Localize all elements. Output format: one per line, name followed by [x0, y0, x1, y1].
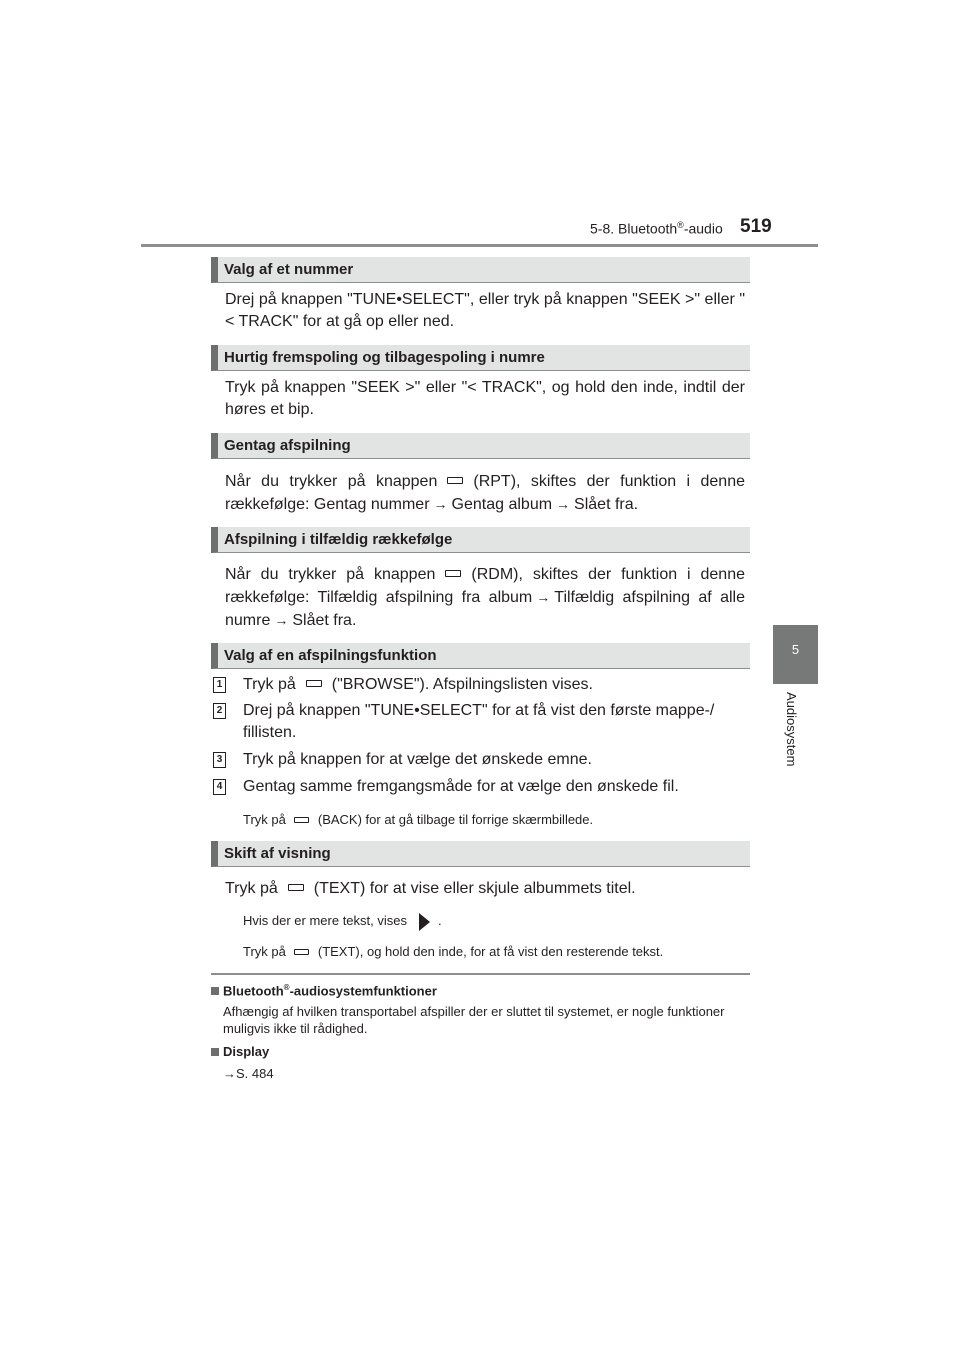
- step-number: 2: [213, 703, 226, 719]
- note-heading-text: Bluetooth: [223, 983, 284, 999]
- section-heading-text: Valg af en afspilningsfunktion: [224, 647, 437, 664]
- note-text: Tryk på: [243, 812, 286, 827]
- header-divider: [141, 244, 818, 247]
- hold-text-note: [243, 943, 663, 961]
- button-icon: [306, 680, 322, 687]
- step-number: 3: [213, 752, 226, 768]
- section-heading-text: Afspilning i tilfældig rækkefølge: [224, 531, 453, 548]
- note-heading-text: Display: [223, 1044, 270, 1059]
- section-heading-display-switch: [211, 841, 750, 867]
- note-text: .: [438, 913, 442, 928]
- body-text: Når du trykker på knappen: [225, 473, 438, 490]
- body-text: Slået fra.: [292, 612, 357, 629]
- arrow-right-icon: →: [536, 589, 551, 605]
- button-icon: [294, 817, 309, 823]
- section-body-display-switch: [225, 878, 745, 900]
- button-icon: [445, 570, 461, 577]
- note-text-display: [223, 1065, 748, 1082]
- chapter-label: Audiosystem: [784, 692, 799, 767]
- back-note: [243, 811, 593, 829]
- section-heading-select-track: [211, 257, 750, 283]
- step-number: 4: [213, 779, 226, 795]
- body-text: Gentag album: [451, 496, 553, 513]
- page-reference: S. 484: [236, 1066, 274, 1081]
- section-heading-text: Gentag afspilning: [224, 437, 351, 454]
- button-icon: [288, 884, 304, 891]
- note-text: Hvis der er mere tekst, vises: [243, 913, 407, 928]
- section-body-shuffle: [225, 564, 745, 632]
- note-text: Tryk på: [243, 944, 286, 959]
- body-text: (TEXT) for at vise eller skjule albummets titel.: [313, 880, 636, 897]
- registered-mark: ®: [283, 983, 290, 992]
- note-text-bluetooth: Afhængig af hvilken transportabel afspiller der er sluttet til systemet, er nogle funktioner muligvis ikke til rådighed.: [223, 1004, 725, 1036]
- body-text: Tryk på: [225, 880, 278, 897]
- note-heading-suffix: -audiosystemfunktioner: [289, 983, 437, 999]
- header-section-suffix: -audio: [683, 220, 723, 237]
- body-text: Tilfældig afspilning af alle numre: [225, 589, 745, 629]
- section-heading-text: Skift af visning: [224, 845, 331, 862]
- arrow-right-icon: →: [223, 1066, 236, 1081]
- section-body-fast-forward: Tryk på knappen "SEEK >" eller "< TRACK", og hold den inde, indtil der høres et bip.: [225, 379, 745, 418]
- notes-divider: [211, 973, 750, 975]
- body-text: (RDM), skiftes der funktion i denne rækkefølge: Tilfældig afspilning fra album: [225, 566, 746, 606]
- button-icon: [447, 477, 463, 484]
- square-bullet-icon: [211, 1048, 219, 1056]
- step-text: [243, 674, 746, 696]
- step-text: Drej på knappen "TUNE•SELECT" for at få vist den første mappe-/ fillisten.: [243, 702, 715, 741]
- button-icon: [294, 949, 309, 955]
- step-number: 1: [213, 677, 226, 693]
- step-text-part: Tryk på: [243, 676, 296, 693]
- body-text: (RPT), skiftes der funktion i denne rækkefølge: Gentag nummer: [225, 473, 745, 513]
- note-heading-bluetooth: [211, 983, 437, 998]
- section-heading-repeat: [211, 433, 750, 459]
- section-heading-fast-forward: [211, 345, 750, 371]
- play-arrow-icon: [419, 913, 430, 931]
- more-text-note: [243, 912, 442, 931]
- arrow-right-icon: →: [556, 496, 571, 512]
- note-text: (TEXT), og hold den inde, for at få vist den resterende tekst.: [317, 944, 664, 959]
- section-heading-playback-mode: [211, 643, 750, 669]
- step-text: Tryk på knappen for at vælge det ønskede emne.: [243, 751, 592, 768]
- header-section-title: [590, 220, 723, 237]
- section-body-select-track: Drej på knappen "TUNE•SELECT", eller tryk på knappen "SEEK >" eller "< TRACK" for at gå op eller ned.: [225, 291, 745, 330]
- arrow-right-icon: →: [274, 612, 289, 628]
- step-text-part: ("BROWSE"). Afspilningslisten vises.: [331, 676, 593, 693]
- body-text: Slået fra.: [574, 496, 639, 513]
- note-heading-display: [211, 1044, 269, 1059]
- arrow-right-icon: →: [433, 496, 448, 512]
- body-text: Når du trykker på knappen: [225, 566, 436, 583]
- chapter-number: 5: [791, 642, 800, 657]
- header-section-text: 5-8. Bluetooth: [590, 220, 678, 237]
- note-text: (BACK) for at gå tilbage til forrige skærmbillede.: [317, 812, 594, 827]
- page-number: 519: [740, 216, 772, 237]
- square-bullet-icon: [211, 987, 219, 995]
- section-heading-text: Hurtig fremspoling og tilbagespoling i numre: [224, 349, 545, 366]
- section-heading-text: Valg af et nummer: [224, 261, 354, 278]
- step-text: Gentag samme fremgangsmåde for at vælge den ønskede fil.: [243, 778, 679, 795]
- section-body-repeat: [225, 471, 745, 516]
- registered-mark: ®: [677, 220, 684, 230]
- section-heading-shuffle: [211, 527, 750, 553]
